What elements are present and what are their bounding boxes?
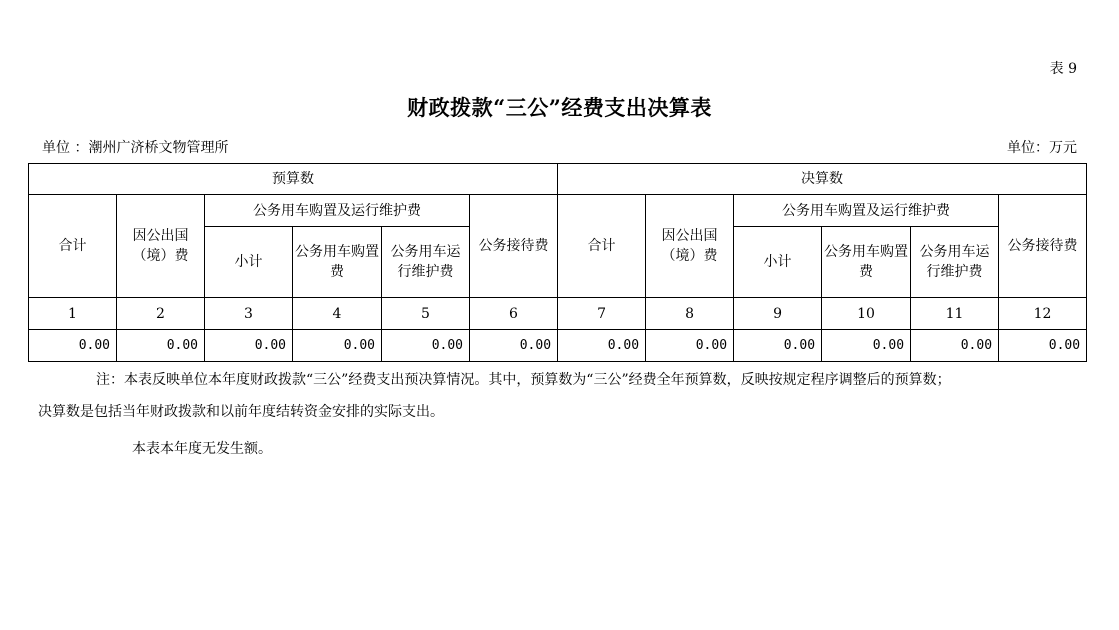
budget-total-header: 合计 [29,195,117,298]
column-index-row [29,298,1087,330]
column-index: 3 [205,298,293,330]
final-subtotal-header: 小计 [734,227,822,298]
footnote-line-3: 本表本年度无发生额。 [132,441,272,457]
column-index: 4 [293,298,382,330]
amount-cell: 0.00 [911,330,999,362]
three-public-expenses-table [28,163,1087,362]
amount-cell: 0.00 [29,330,117,362]
column-index: 12 [999,298,1087,330]
amount-cell: 0.00 [382,330,470,362]
final-vehicle-maintain-header: 公务用车运行维护费 [911,227,999,298]
amount-row [29,330,1087,362]
amount-cell: 0.00 [117,330,205,362]
amount-cell: 0.00 [470,330,558,362]
budget-subtotal-header: 小计 [205,227,293,298]
column-header-row [29,195,1087,227]
column-index: 6 [470,298,558,330]
final-account-section-header: 决算数 [558,164,1087,195]
amount-cell: 0.00 [558,330,646,362]
page-title: 财政拨款“三公”经费支出决算表 [407,95,712,120]
column-index: 9 [734,298,822,330]
column-index: 1 [29,298,117,330]
amount-cell: 0.00 [293,330,382,362]
final-total-header: 合计 [558,195,646,298]
footnote-line-1: 注：本表反映单位本年度财政拨款“三公”经费支出预决算情况。其中，预算数为“三公”经费全年预算数，反映按规定程序调整后的预算数； [96,372,951,388]
amount-cell: 0.00 [734,330,822,362]
section-header-row [29,164,1087,195]
budget-vehicle-purchase-header: 公务用车购置费 [293,227,382,298]
amount-cell: 0.00 [646,330,734,362]
amount-cell: 0.00 [822,330,911,362]
budget-section-header: 预算数 [29,164,558,195]
currency-unit: 单位：万元 [1007,140,1077,156]
budget-vehicle-maintain-header: 公务用车运行维护费 [382,227,470,298]
final-vehicle-group-header: 公务用车购置及运行维护费 [734,195,999,227]
reporting-unit: 单位 ：潮州广济桥文物管理所 [42,140,229,156]
final-vehicle-purchase-header: 公务用车购置费 [822,227,911,298]
column-index: 11 [911,298,999,330]
column-index: 10 [822,298,911,330]
final-abroad-header: 因公出国（境）费 [646,195,734,298]
budget-reception-header: 公务接待费 [470,195,558,298]
table-number: 表 9 [1049,61,1077,77]
column-index: 5 [382,298,470,330]
footnote-line-2: 决算数是包括当年财政拨款和以前年度结转资金安排的实际支出。 [38,404,444,420]
column-index: 2 [117,298,205,330]
amount-cell: 0.00 [205,330,293,362]
column-index: 8 [646,298,734,330]
final-reception-header: 公务接待费 [999,195,1087,298]
amount-cell: 0.00 [999,330,1087,362]
column-index: 7 [558,298,646,330]
budget-abroad-header: 因公出国（境）费 [117,195,205,298]
budget-vehicle-group-header: 公务用车购置及运行维护费 [205,195,470,227]
